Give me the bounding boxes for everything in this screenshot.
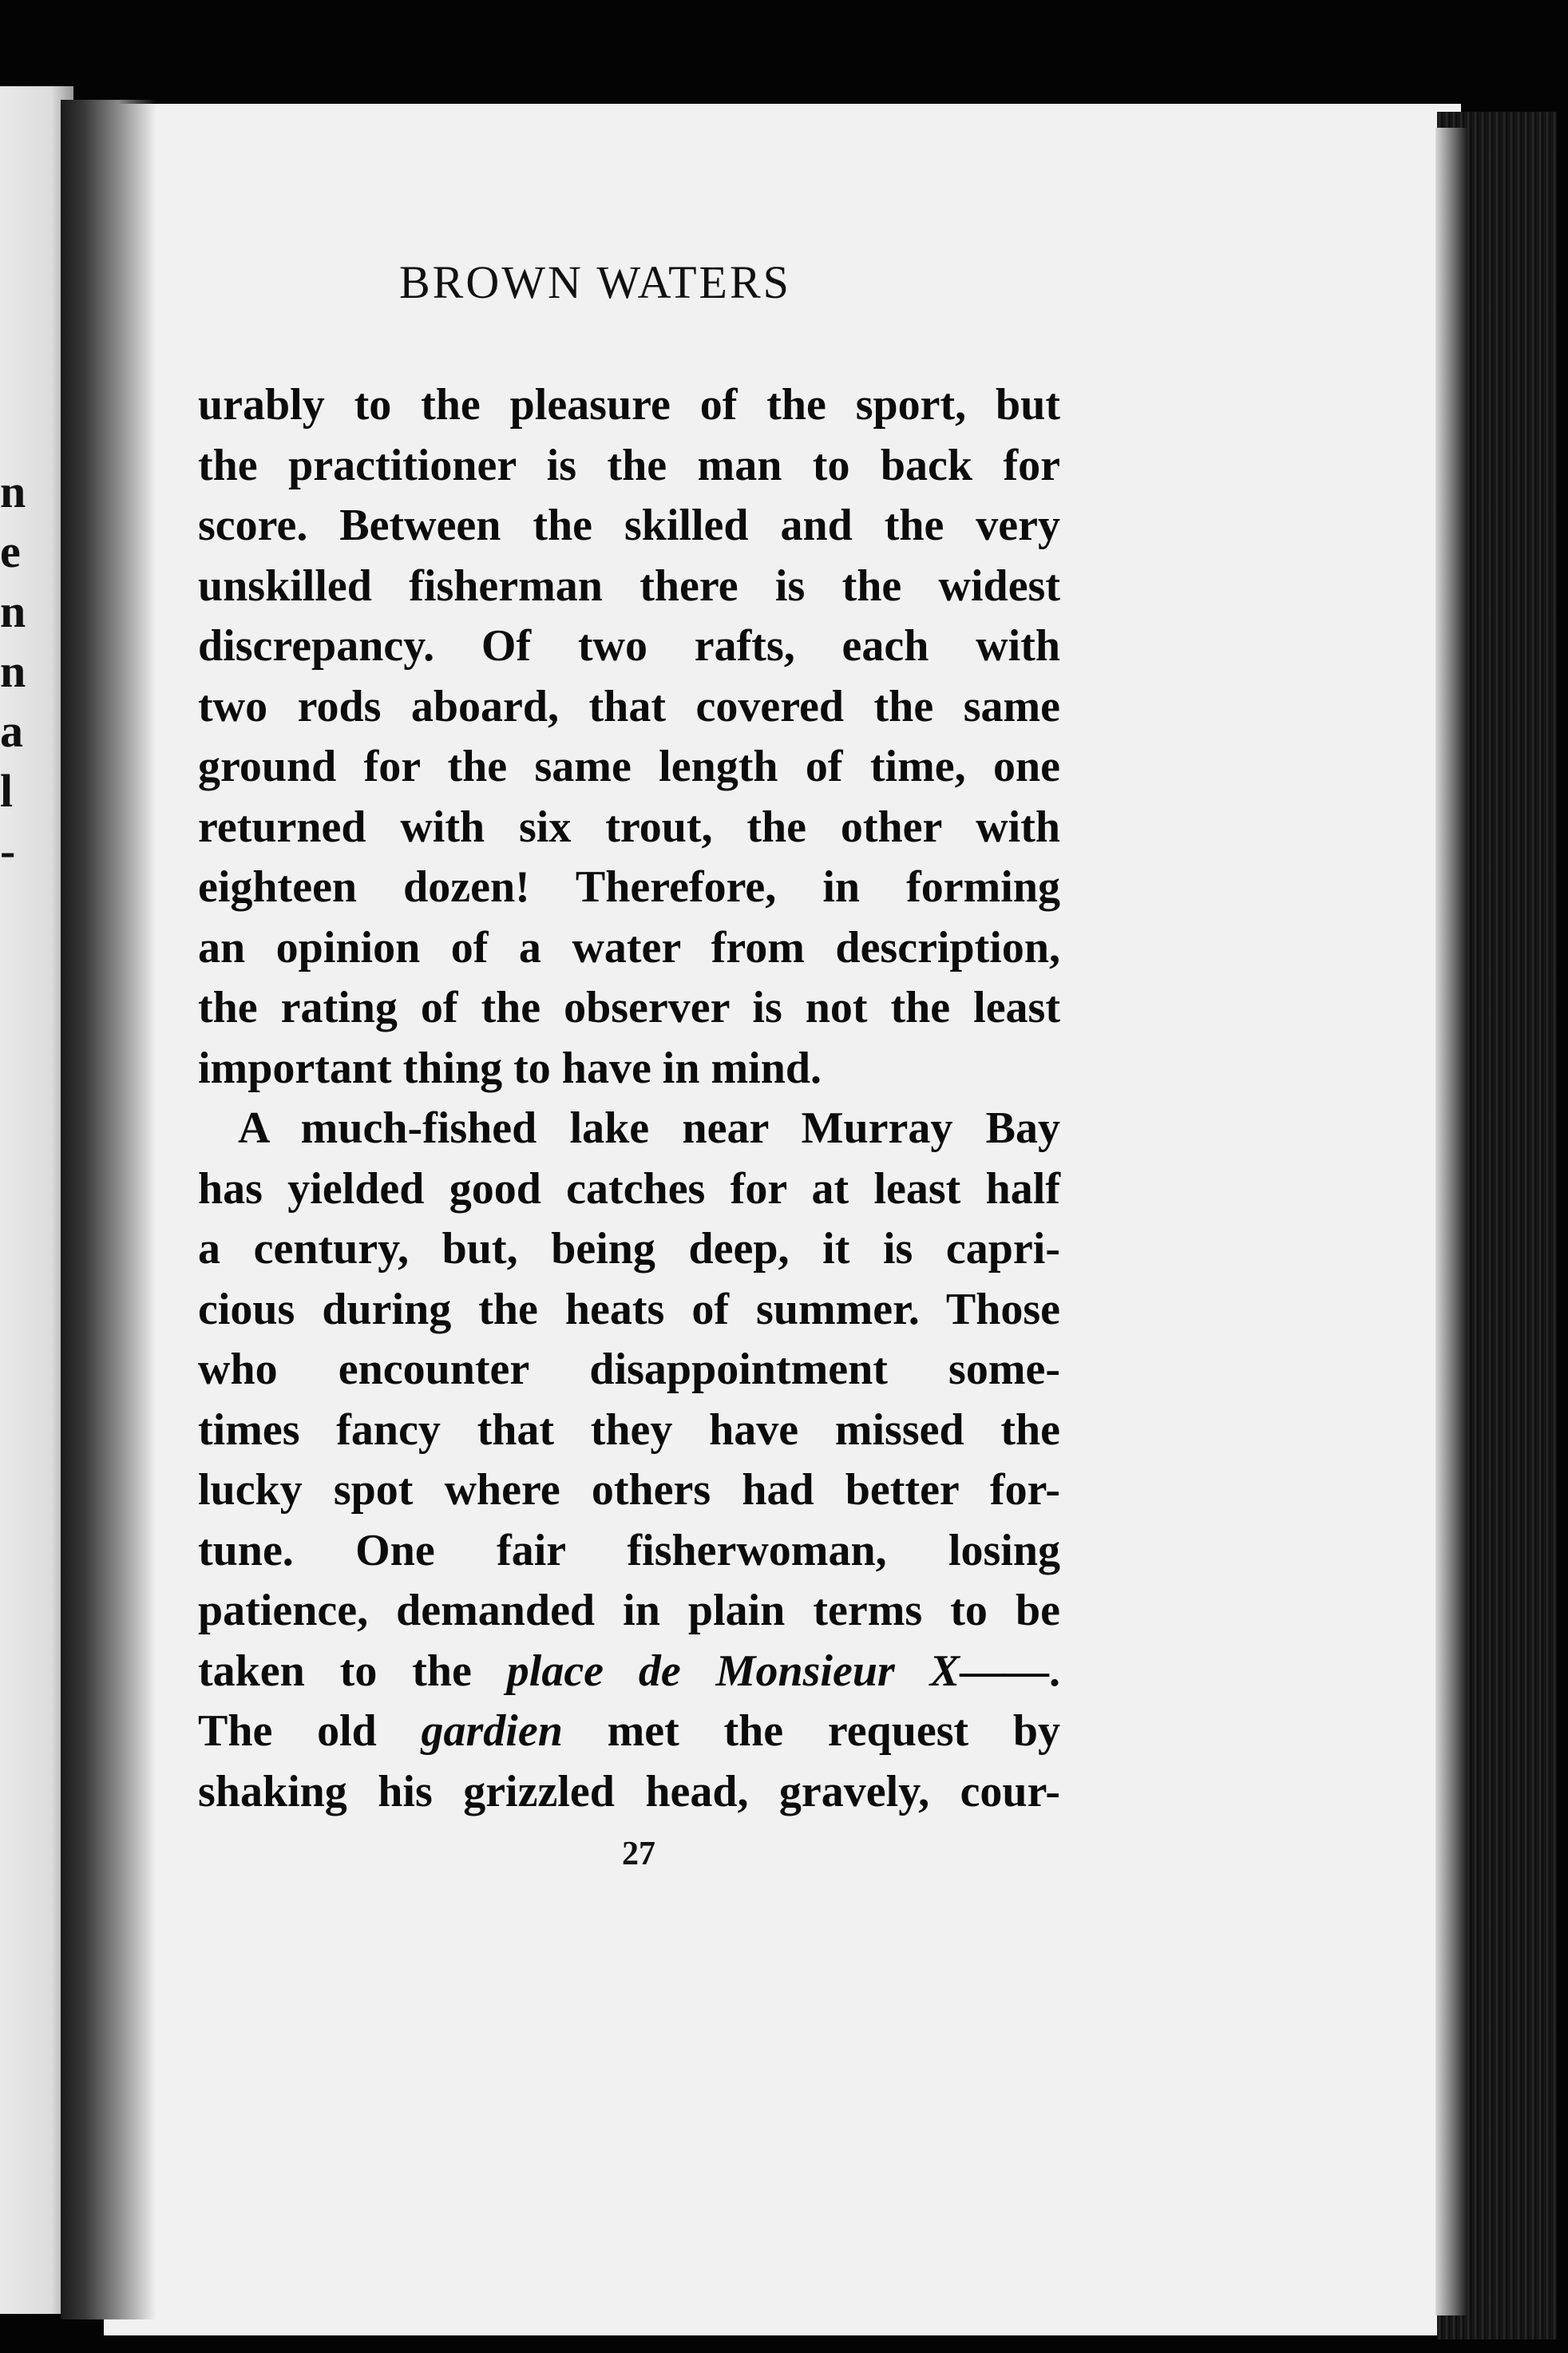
text-line: eighteen dozen! Therefore, in forming: [198, 862, 1060, 912]
page-edge-highlight: [1435, 128, 1467, 2315]
text-line: important thing to have in mind.: [198, 1043, 822, 1093]
text-line: discrepancy. Of two rafts, each with: [198, 621, 1060, 671]
text-segment: The old: [198, 1706, 422, 1756]
text-line: a century, but, being deep, it is capri-: [198, 1224, 1060, 1274]
text-line: returned with six trout, the other with: [198, 802, 1060, 852]
text-line: ground for the same length of time, one: [198, 742, 1060, 791]
text-line: the rating of the observer is not the least: [198, 983, 1060, 1032]
text-line: cious during the heats of summer. Those: [198, 1284, 1060, 1334]
facing-glyph: n: [0, 585, 26, 637]
text-line: urably to the pleasure of the sport, but: [198, 380, 1060, 430]
text-line: the practitioner is the man to back for: [198, 440, 1060, 490]
facing-glyph: n: [0, 465, 26, 517]
text-segment: ——.: [960, 1646, 1060, 1696]
text-line: lucky spot where others had better for-: [198, 1465, 1060, 1515]
italic-phrase: place de Monsieur X: [506, 1646, 960, 1696]
italic-word: gardien: [421, 1706, 563, 1756]
text-line: shaking his grizzled head, gravely, cour-: [198, 1766, 1060, 1816]
text-line: times fancy that they have missed the: [198, 1404, 1060, 1455]
page-number: 27: [622, 1836, 655, 1872]
facing-glyph: e: [0, 525, 21, 577]
facing-page-glyphs: [0, 461, 24, 881]
facing-glyph: -: [0, 825, 16, 877]
text-line: [198, 1642, 1060, 1702]
facing-glyph: n: [0, 645, 26, 697]
text-segment: met the request by: [562, 1706, 1061, 1756]
text-line: an opinion of a water from description,: [198, 922, 1060, 972]
text-line: unskilled fisherman there is the widest: [198, 561, 1060, 611]
text-line: patience, demanded in plain terms to be: [198, 1586, 1060, 1635]
text-line: two rods aboard, that covered the same: [198, 681, 1060, 731]
text-line: [198, 1701, 1060, 1762]
body-text: [198, 375, 1060, 1822]
text-line: A much-fished lake near Murray Bay: [238, 1103, 1060, 1153]
facing-glyph: l: [0, 765, 14, 817]
facing-glyph: a: [0, 705, 23, 757]
text-segment: taken to the: [198, 1646, 507, 1696]
text-line: score. Between the skilled and the very: [198, 501, 1060, 550]
gutter-shadow: [61, 100, 156, 2319]
text-line: who encounter disappointment some-: [198, 1345, 1060, 1394]
text-line: has yielded good catches for at least half: [198, 1163, 1060, 1214]
text-line: tune. One fair fisherwoman, losing: [198, 1525, 1060, 1575]
running-head: BROWN WATERS: [399, 256, 791, 308]
